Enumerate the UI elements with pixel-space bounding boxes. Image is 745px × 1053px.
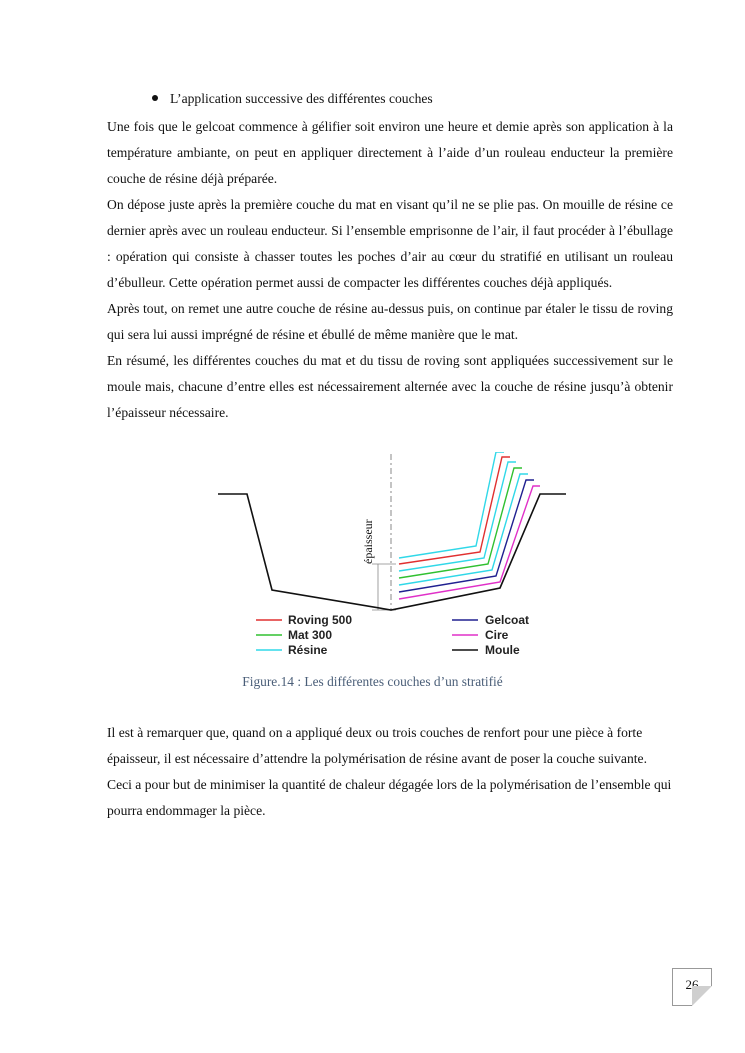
legend-label-wax: Cire	[485, 628, 509, 642]
page-number: 26	[685, 977, 699, 992]
paragraph: Il est à remarquer que, quand on a appliqué deux ou trois couches de renfort pour une pièce à forte épaisseur, il est nécessaire d’attendre la polymérisation de résine avant de poser la couche suivante. Ceci a pour but de minimiser la quantité de chaleur dégagée lors de la polymérisation de l’ensemble qui pourra endommager la pièce.	[107, 725, 672, 818]
body-text-after-figure	[107, 720, 673, 824]
laminate-layers-figure	[200, 452, 580, 662]
bullet-text: L’application successive des différentes couches	[170, 91, 433, 106]
page-fold-icon	[692, 986, 712, 1006]
paragraph: En résumé, les différentes couches du mat et du tissu de roving sont appliquées successivement sur le moule mais, chacune d’entre elles est nécessairement alternée avec la couche de résine jusqu’à obtenir l’épaisseur nécessaire.	[107, 353, 673, 420]
body-text	[107, 114, 673, 426]
paragraph: Après tout, on remet une autre couche de résine au-dessus puis, on continue par étaler le tissu de roving qui sera lui aussi imprégné de résine et ébullé de même manière que le mat.	[107, 301, 673, 342]
legend	[256, 613, 529, 657]
page-number-box	[672, 968, 712, 1006]
legend-label-gelcoat: Gelcoat	[485, 613, 530, 627]
mould-layer-line	[218, 494, 566, 610]
laminate-diagram	[200, 452, 580, 662]
legend-label-mould: Moule	[485, 643, 520, 657]
roving-layer-line	[399, 457, 510, 564]
paragraph: Une fois que le gelcoat commence à gélifier soit environ une heure et demie après son application à la température ambiante, on peut en appliquer directement à l’aide d’un rouleau enducteur la première couche de résine déjà préparée.	[107, 119, 673, 186]
bullet-dot-icon	[152, 95, 158, 101]
paragraph: On dépose juste après la première couche du mat en visant qu’il ne se plie pas. On mouille de résine ce dernier après avec un rouleau enducteur. Si l’ensemble emprisonne de l’air, il faut procéder à l’ébullage : opération qui consiste à chasser toutes les poches d’air au cœur du stratifié en utilisant un rouleau d’ébulleur. Cette opération permet aussi de compacter les différentes couches déjà appliqués.	[107, 197, 673, 290]
thickness-axis-label: épaisseur	[361, 519, 375, 564]
bullet-item	[152, 90, 433, 108]
legend-label-roving: Roving 500	[288, 613, 353, 627]
figure-caption: Figure.14 : Les différentes couches d’un stratifié	[242, 674, 503, 689]
legend-label-resin: Résine	[288, 643, 328, 657]
legend-label-mat: Mat 300	[288, 628, 333, 642]
